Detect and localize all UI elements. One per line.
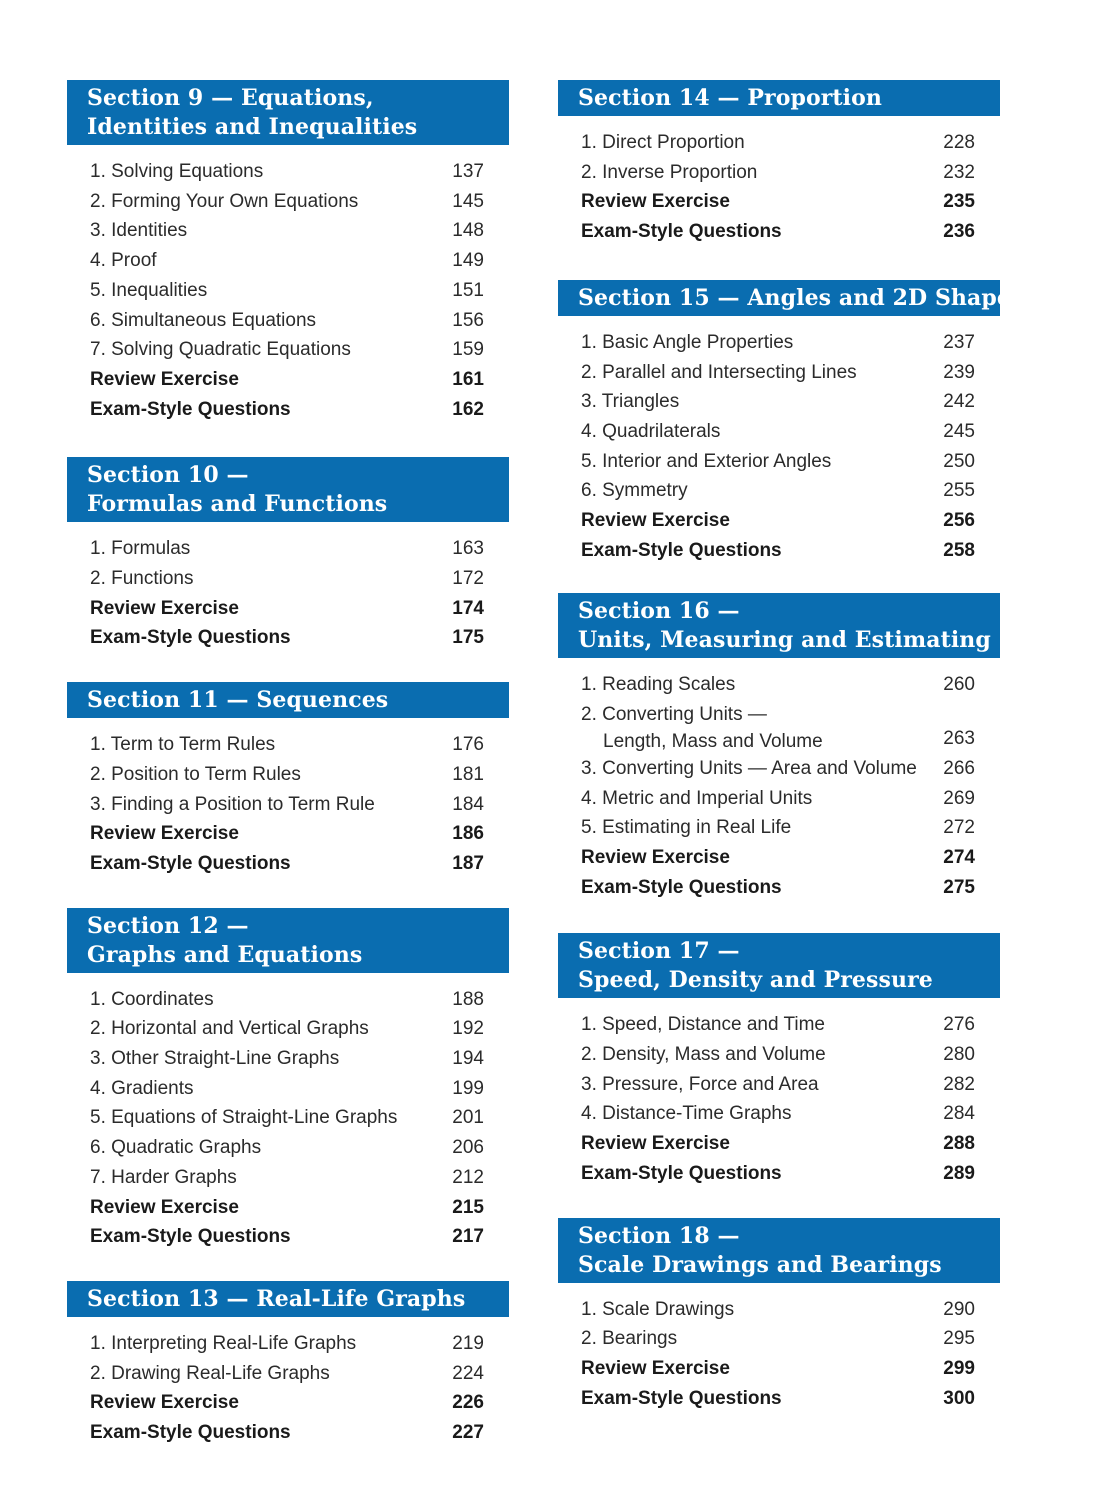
entry-title-text: 7. Harder Graphs bbox=[90, 1166, 237, 1188]
entry-title-text: 3. Other Straight-Line Graphs bbox=[90, 1048, 340, 1070]
entry-title bbox=[90, 216, 187, 246]
section-title-line: Section 16 — bbox=[578, 598, 740, 625]
toc-entry[interactable] bbox=[581, 328, 1000, 358]
entry-title-text: 1. Formulas bbox=[90, 538, 191, 560]
entry-title-text: Review Exercise bbox=[581, 191, 730, 213]
entry-title bbox=[581, 1295, 734, 1325]
toc-section bbox=[67, 80, 509, 424]
entry-title-text: 1. Interpreting Real-Life Graphs bbox=[90, 1332, 357, 1354]
entry-title bbox=[90, 985, 214, 1015]
entry-title-text: 2. Bearings bbox=[581, 1328, 678, 1350]
toc-entry[interactable] bbox=[90, 985, 509, 1015]
toc-entry[interactable] bbox=[581, 1010, 1000, 1040]
entry-title bbox=[90, 760, 301, 790]
entry-page-number: 263 bbox=[943, 728, 975, 750]
entry-page-number: 192 bbox=[452, 1018, 484, 1040]
entry-title bbox=[581, 128, 745, 158]
entry-title bbox=[581, 358, 857, 388]
entry-page-number: 290 bbox=[943, 1298, 975, 1320]
entry-title-text: 2. Density, Mass and Volume bbox=[581, 1044, 826, 1066]
section-title-line: Section 14 — Proportion bbox=[578, 85, 883, 111]
entry-title bbox=[581, 1159, 782, 1189]
entry-list bbox=[67, 522, 509, 653]
section-title-line: Section 12 — bbox=[87, 912, 249, 939]
toc-entry[interactable] bbox=[90, 216, 509, 246]
entry-title bbox=[581, 813, 791, 843]
entry-title-text: 5. Estimating in Real Life bbox=[581, 817, 792, 839]
entry-title-text: 4. Metric and Imperial Units bbox=[581, 787, 813, 809]
entry-title-text: 3. Pressure, Force and Area bbox=[581, 1073, 819, 1095]
entry-title bbox=[581, 387, 679, 417]
entry-page-number: 163 bbox=[452, 538, 484, 560]
toc-entry[interactable] bbox=[90, 849, 509, 879]
entry-title-text: Review Exercise bbox=[90, 823, 239, 845]
entry-page-number: 289 bbox=[943, 1162, 975, 1184]
entry-list bbox=[558, 998, 1000, 1188]
entry-title-text: Exam-Style Questions bbox=[90, 1226, 291, 1248]
entry-page-number: 275 bbox=[943, 876, 975, 898]
section-header bbox=[67, 457, 509, 522]
entry-title bbox=[90, 534, 190, 564]
entry-title-text: 4. Gradients bbox=[90, 1077, 194, 1099]
toc-entry[interactable] bbox=[90, 1014, 509, 1044]
entry-page-number: 156 bbox=[452, 309, 484, 331]
toc-section bbox=[558, 280, 1024, 566]
entry-title-text: Exam-Style Questions bbox=[581, 876, 782, 898]
toc-entry[interactable] bbox=[90, 564, 509, 594]
entry-title bbox=[581, 328, 793, 358]
entry-title bbox=[90, 187, 358, 217]
toc-entry[interactable] bbox=[90, 1044, 509, 1074]
entry-page-number: 258 bbox=[943, 539, 975, 561]
entry-page-number: 272 bbox=[943, 817, 975, 839]
toc-entry[interactable] bbox=[90, 1103, 509, 1133]
entry-title bbox=[90, 1044, 339, 1074]
entry-title-text: Exam-Style Questions bbox=[581, 539, 782, 561]
entry-title-text: 1. Direct Proportion bbox=[581, 132, 745, 153]
entry-title bbox=[90, 564, 194, 594]
toc-entry[interactable] bbox=[581, 358, 1000, 388]
entry-list bbox=[558, 658, 1000, 902]
toc-entry[interactable] bbox=[581, 536, 1000, 566]
entry-page-number: 300 bbox=[943, 1387, 975, 1409]
entry-page-number: 212 bbox=[452, 1166, 484, 1188]
entry-title bbox=[90, 365, 239, 395]
entry-list bbox=[67, 145, 509, 424]
section-header bbox=[67, 908, 509, 973]
entry-title-text: Review Exercise bbox=[581, 846, 730, 868]
entry-page-number: 145 bbox=[452, 190, 484, 212]
entry-page-number: 188 bbox=[452, 988, 484, 1010]
entry-page-number: 242 bbox=[943, 391, 975, 413]
entry-title-text: 2. Inverse Proportion bbox=[581, 161, 758, 183]
toc-entry[interactable] bbox=[90, 1133, 509, 1163]
section-title-line: Section 17 — bbox=[578, 938, 740, 965]
entry-title-text: Exam-Style Questions bbox=[90, 398, 291, 420]
toc-entry[interactable] bbox=[581, 1040, 1000, 1070]
toc-entry[interactable] bbox=[90, 819, 509, 849]
entry-page-number: 269 bbox=[943, 787, 975, 809]
toc-entry[interactable] bbox=[90, 623, 509, 653]
entry-page-number: 215 bbox=[452, 1196, 484, 1218]
section-title-line: Section 18 — bbox=[578, 1222, 740, 1249]
entry-title-text: 1. Term to Term Rules bbox=[90, 734, 276, 756]
entry-title-text: 3. Converting Units — Area and Volume bbox=[581, 757, 917, 779]
entry-title-text: 3. Finding a Position to Term Rule bbox=[90, 793, 375, 815]
section-title-line: Section 10 — bbox=[87, 462, 249, 489]
entry-page-number: 184 bbox=[452, 793, 484, 815]
entry-title bbox=[90, 730, 275, 760]
toc-entry[interactable] bbox=[581, 873, 1000, 903]
entry-title bbox=[90, 1359, 330, 1389]
toc-entry[interactable] bbox=[90, 594, 509, 624]
section-header bbox=[67, 1281, 509, 1317]
entry-title-text: 2. Position to Term Rules bbox=[90, 763, 301, 785]
section-title-line: Formulas and Functions bbox=[87, 491, 388, 518]
entry-title bbox=[90, 1329, 356, 1359]
toc-section bbox=[67, 1281, 509, 1448]
toc-entry[interactable] bbox=[90, 790, 509, 820]
entry-title bbox=[581, 1384, 782, 1414]
entry-title-text: 4. Quadrilaterals bbox=[581, 420, 721, 442]
toc-entry[interactable] bbox=[581, 506, 1000, 536]
entry-title-text: Exam-Style Questions bbox=[581, 1162, 782, 1184]
entry-title-text: 7. Solving Quadratic Equations bbox=[90, 339, 351, 361]
entry-title-text: 2. Horizontal and Vertical Graphs bbox=[90, 1018, 369, 1040]
entry-page-number: 172 bbox=[452, 568, 484, 590]
toc-entry[interactable] bbox=[90, 1329, 509, 1359]
entry-title-text: 1. Coordinates bbox=[90, 988, 214, 1010]
toc-entry[interactable] bbox=[581, 1129, 1000, 1159]
toc-entry[interactable] bbox=[90, 335, 509, 365]
entry-title-text: 6. Quadratic Graphs bbox=[90, 1137, 262, 1159]
entry-page-number: 162 bbox=[452, 398, 484, 420]
toc-entry[interactable] bbox=[90, 395, 509, 425]
entry-title bbox=[90, 1193, 239, 1223]
section-header bbox=[558, 593, 1000, 658]
entry-page-number: 280 bbox=[943, 1044, 975, 1066]
entry-title-text: 3. Triangles bbox=[581, 391, 680, 413]
entry-page-number: 284 bbox=[943, 1103, 975, 1125]
toc-entry[interactable] bbox=[90, 1163, 509, 1193]
entry-title-text: 6. Simultaneous Equations bbox=[90, 309, 317, 331]
entry-title-text: 1. Speed, Distance and Time bbox=[581, 1014, 825, 1036]
entry-page-number: 174 bbox=[452, 597, 484, 619]
entry-page-number: 266 bbox=[943, 757, 975, 779]
entry-title bbox=[90, 790, 375, 820]
toc-section bbox=[67, 457, 509, 653]
entry-title-text: Exam-Style Questions bbox=[581, 1387, 782, 1409]
toc-entry[interactable] bbox=[581, 187, 1000, 217]
entry-page-number: 149 bbox=[452, 250, 484, 272]
entry-page-number: 235 bbox=[943, 191, 975, 213]
entry-title bbox=[581, 843, 730, 873]
entry-title bbox=[90, 594, 239, 624]
entry-title bbox=[90, 1014, 369, 1044]
entry-title bbox=[90, 849, 291, 879]
entry-title bbox=[90, 335, 351, 365]
section-title-line: Graphs and Equations bbox=[87, 941, 363, 968]
entry-title bbox=[581, 1070, 819, 1100]
section-header bbox=[558, 933, 1000, 998]
entry-title-text: 1. Basic Angle Properties bbox=[581, 331, 794, 353]
toc-entry[interactable] bbox=[90, 1418, 509, 1448]
entry-title-text: Review Exercise bbox=[90, 597, 239, 619]
section-title-line: Scale Drawings and Bearings bbox=[578, 1251, 942, 1278]
toc-section bbox=[67, 908, 509, 1252]
entry-title-text: Review Exercise bbox=[581, 510, 730, 532]
section-header bbox=[558, 80, 1000, 116]
entry-title-text: 5. Interior and Exterior Angles bbox=[581, 450, 832, 472]
entry-page-number: 260 bbox=[943, 674, 975, 696]
entry-title bbox=[581, 784, 812, 814]
entry-title bbox=[581, 754, 917, 784]
toc-entry[interactable] bbox=[581, 784, 1000, 814]
entry-title bbox=[90, 1222, 291, 1252]
entry-page-number: 176 bbox=[452, 734, 484, 756]
section-title-line: Section 9 — Equations, bbox=[87, 85, 374, 111]
entry-page-number: 181 bbox=[452, 763, 484, 785]
entry-title bbox=[90, 1418, 291, 1448]
entry-title bbox=[581, 1099, 791, 1129]
entry-title-text: Review Exercise bbox=[90, 1196, 239, 1218]
entry-page-number: 299 bbox=[943, 1357, 975, 1379]
entry-page-number: 148 bbox=[452, 220, 484, 242]
entry-page-number: 256 bbox=[943, 510, 975, 532]
toc-entry[interactable] bbox=[581, 843, 1000, 873]
entry-title-text: 1. Solving Equations bbox=[90, 161, 264, 182]
toc-entry[interactable] bbox=[90, 187, 509, 217]
entry-title bbox=[90, 157, 263, 187]
entry-title bbox=[90, 276, 207, 306]
toc-section bbox=[67, 682, 509, 879]
entry-title bbox=[90, 1163, 237, 1193]
entry-list bbox=[558, 116, 1000, 247]
entry-title bbox=[581, 1354, 730, 1384]
entry-title-text: 6. Symmetry bbox=[581, 480, 688, 502]
toc-entry[interactable] bbox=[581, 1070, 1000, 1100]
toc-entry[interactable] bbox=[581, 1354, 1000, 1384]
entry-title bbox=[90, 623, 291, 653]
toc-entry[interactable] bbox=[581, 158, 1000, 188]
entry-page-number: 227 bbox=[452, 1422, 484, 1444]
section-title-line: Section 13 — Real-Life Graphs bbox=[87, 1285, 466, 1312]
entry-title bbox=[581, 1129, 730, 1159]
entry-list bbox=[67, 1317, 509, 1448]
entry-page-number: 199 bbox=[452, 1077, 484, 1099]
entry-page-number: 295 bbox=[943, 1328, 975, 1350]
entry-title bbox=[581, 158, 757, 188]
entry-page-number: 175 bbox=[452, 627, 484, 649]
entry-title bbox=[581, 1040, 826, 1070]
entry-page-number: 217 bbox=[452, 1226, 484, 1248]
entry-page-number: 224 bbox=[452, 1362, 484, 1384]
toc-entry[interactable] bbox=[90, 1193, 509, 1223]
entry-page-number: 228 bbox=[943, 132, 975, 153]
toc-entry[interactable] bbox=[581, 1384, 1000, 1414]
entry-page-number: 232 bbox=[943, 161, 975, 183]
toc-entry[interactable] bbox=[90, 276, 509, 306]
entry-page-number: 186 bbox=[452, 823, 484, 845]
toc-entry[interactable] bbox=[90, 246, 509, 276]
entry-page-number: 282 bbox=[943, 1073, 975, 1095]
entry-title-text: Exam-Style Questions bbox=[581, 221, 782, 243]
toc-entry[interactable] bbox=[581, 1324, 1000, 1354]
toc-entry[interactable] bbox=[581, 1099, 1000, 1129]
toc-entry[interactable] bbox=[90, 730, 509, 760]
entry-title-text: Review Exercise bbox=[90, 1392, 239, 1414]
entry-page-number: 255 bbox=[943, 480, 975, 502]
toc-entry[interactable] bbox=[581, 417, 1000, 447]
entry-title-text: Review Exercise bbox=[90, 368, 239, 390]
entry-page-number: 250 bbox=[943, 450, 975, 472]
toc-entry[interactable] bbox=[581, 700, 1000, 754]
entry-title-text: 4. Distance-Time Graphs bbox=[581, 1103, 792, 1125]
entry-page-number: 245 bbox=[943, 420, 975, 442]
entry-title bbox=[90, 395, 291, 425]
entry-title-text: 4. Proof bbox=[90, 250, 157, 272]
entry-subtitle: Length, Mass and Volume bbox=[603, 730, 823, 752]
toc-entry[interactable] bbox=[581, 476, 1000, 506]
toc-entry[interactable] bbox=[581, 754, 1000, 784]
entry-title bbox=[581, 417, 720, 447]
toc-entry[interactable] bbox=[90, 1359, 509, 1389]
entry-page-number: 151 bbox=[452, 279, 484, 301]
entry-title bbox=[581, 187, 730, 217]
toc-entry[interactable] bbox=[581, 1295, 1000, 1325]
section-header bbox=[558, 1218, 1000, 1283]
entry-page-number: 236 bbox=[943, 221, 975, 243]
entry-page-number: 288 bbox=[943, 1133, 975, 1155]
toc-entry[interactable] bbox=[581, 813, 1000, 843]
entry-title bbox=[581, 700, 823, 754]
entry-list bbox=[67, 973, 509, 1252]
entry-title bbox=[581, 1324, 677, 1354]
entry-page-number: 239 bbox=[943, 361, 975, 383]
entry-title bbox=[581, 1010, 825, 1040]
toc-entry[interactable] bbox=[581, 217, 1000, 247]
toc-entry[interactable] bbox=[581, 447, 1000, 477]
entry-page-number: 276 bbox=[943, 1014, 975, 1036]
entry-title bbox=[581, 873, 782, 903]
toc-entry[interactable] bbox=[90, 306, 509, 336]
toc-entry[interactable] bbox=[581, 128, 1000, 158]
toc-left-column bbox=[67, 80, 509, 1448]
toc-entry[interactable] bbox=[90, 1222, 509, 1252]
entry-title-text: 2. Converting Units — bbox=[581, 704, 767, 726]
entry-title-text: Exam-Style Questions bbox=[90, 627, 291, 649]
entry-title-text: 1. Reading Scales bbox=[581, 674, 736, 696]
entry-title bbox=[90, 1074, 194, 1104]
toc-section bbox=[558, 933, 1000, 1188]
entry-title bbox=[90, 306, 316, 336]
entry-page-number: 274 bbox=[943, 846, 975, 868]
entry-page-number: 237 bbox=[943, 331, 975, 353]
section-header bbox=[67, 80, 509, 145]
section-title-line: Speed, Density and Pressure bbox=[578, 967, 933, 994]
entry-title-text: Exam-Style Questions bbox=[90, 1422, 291, 1444]
entry-page-number: 161 bbox=[452, 368, 484, 390]
entry-page-number: 219 bbox=[452, 1332, 484, 1354]
toc-entry[interactable] bbox=[581, 1159, 1000, 1189]
entry-title bbox=[581, 536, 782, 566]
entry-title bbox=[90, 1388, 239, 1418]
toc-entry[interactable] bbox=[90, 534, 509, 564]
toc-section bbox=[558, 593, 1000, 902]
section-title-line: Section 11 — Sequences bbox=[87, 687, 389, 714]
entry-title-text: 2. Forming Your Own Equations bbox=[90, 190, 359, 212]
toc-entry[interactable] bbox=[581, 387, 1000, 417]
section-header bbox=[67, 682, 509, 718]
toc-section bbox=[558, 80, 1000, 247]
entry-title-text: 5. Inequalities bbox=[90, 279, 208, 301]
entry-list bbox=[558, 1283, 1000, 1414]
entry-title bbox=[581, 506, 730, 536]
entry-title-text: Review Exercise bbox=[581, 1133, 730, 1155]
entry-title bbox=[90, 246, 157, 276]
entry-title-text: Exam-Style Questions bbox=[90, 852, 291, 874]
entry-title bbox=[581, 476, 688, 506]
entry-title bbox=[90, 819, 239, 849]
entry-title bbox=[581, 670, 735, 700]
entry-page-number: 226 bbox=[452, 1392, 484, 1414]
entry-title bbox=[581, 447, 831, 477]
entry-title bbox=[90, 1103, 397, 1133]
entry-page-number: 159 bbox=[452, 339, 484, 361]
entry-list bbox=[558, 316, 1000, 566]
section-title-line: Units, Measuring and Estimating bbox=[578, 627, 991, 654]
entry-title-text: 2. Parallel and Intersecting Lines bbox=[581, 361, 857, 383]
entry-page-number: 206 bbox=[452, 1137, 484, 1159]
toc-entry[interactable] bbox=[90, 760, 509, 790]
entry-title bbox=[90, 1133, 261, 1163]
toc-entry[interactable] bbox=[90, 1074, 509, 1104]
toc-section bbox=[558, 1218, 1000, 1414]
section-title-line: Section 15 — Angles and 2D Shapes bbox=[578, 284, 1024, 311]
entry-title-text: 5. Equations of Straight-Line Graphs bbox=[90, 1107, 398, 1129]
toc-entry[interactable] bbox=[90, 365, 509, 395]
section-header bbox=[558, 280, 1024, 316]
entry-page-number: 187 bbox=[452, 852, 484, 874]
toc-right-column bbox=[558, 80, 1024, 1413]
entry-title bbox=[581, 217, 782, 247]
entry-list bbox=[67, 718, 509, 879]
section-title-line: Identities and Inequalities bbox=[87, 114, 418, 140]
entry-title-text: 2. Drawing Real-Life Graphs bbox=[90, 1362, 330, 1384]
toc-entry[interactable] bbox=[90, 1388, 509, 1418]
entry-title-text: Review Exercise bbox=[581, 1357, 730, 1379]
toc-entry[interactable] bbox=[90, 157, 509, 187]
toc-entry[interactable] bbox=[581, 670, 1000, 700]
entry-page-number: 201 bbox=[452, 1107, 484, 1129]
entry-page-number: 194 bbox=[452, 1048, 484, 1070]
entry-title-text: 3. Identities bbox=[90, 220, 188, 242]
entry-page-number: 137 bbox=[452, 161, 484, 182]
entry-title-text: 2. Functions bbox=[90, 568, 194, 590]
entry-title-text: 1. Scale Drawings bbox=[581, 1298, 735, 1320]
